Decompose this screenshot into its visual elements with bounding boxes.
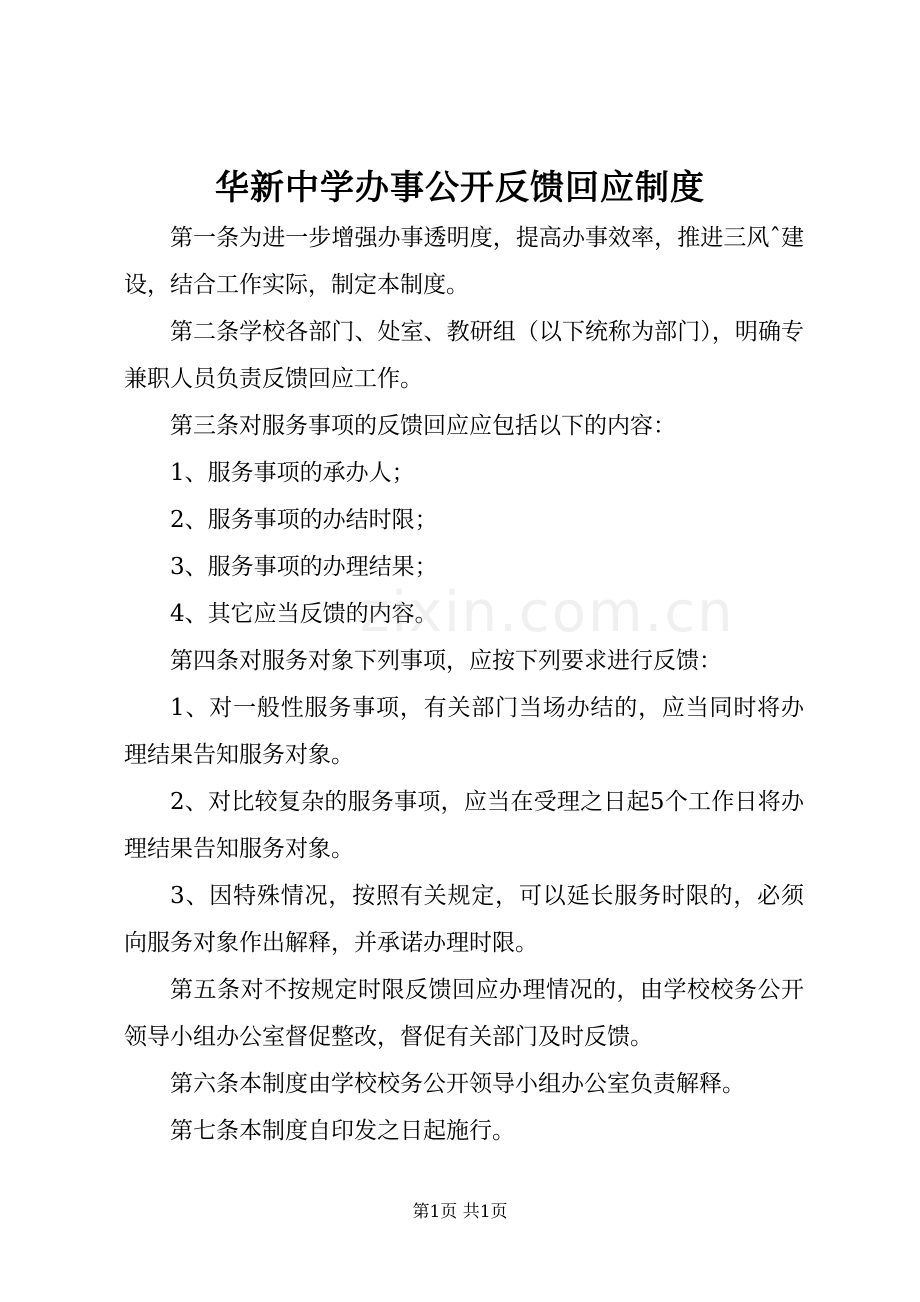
list-item-4-1: 1、对一般性服务事项，有关部门当场办结的，应当同时将办理结果告知服务对象。	[124, 695, 804, 768]
watermark: zixin.com.cn	[360, 580, 735, 645]
paragraph-article-3: 第三条对服务事项的反馈回应应包括以下的内容：	[170, 413, 676, 439]
list-item-3-2: 2、服务事项的办结时限；	[170, 507, 438, 533]
paragraph-article-6: 第六条本制度由学校校务公开领导小组办公室负责解释。	[170, 1071, 745, 1097]
paragraph-article-2: 第二条学校各部门、处室、教研组（以下统称为部门），明确专兼职人员负责反馈回应工作。	[124, 319, 804, 392]
document-body	[124, 215, 804, 1155]
document-title: 华新中学办事公开反馈回应制度	[215, 168, 705, 208]
list-item-3-4: 4、其它应当反馈的内容。	[170, 601, 438, 627]
page-footer: 第1页 共1页	[412, 1202, 508, 1222]
paragraph-article-4: 第四条对服务对象下列事项，应按下列要求进行反馈：	[170, 648, 722, 674]
paragraph-article-5: 第五条对不按规定时限反馈回应办理情况的，由学校校务公开领导小组办公室督促整改，督促有关部门及时反馈。	[124, 977, 804, 1050]
paragraph-article-1: 第一条为进一步增强办事透明度，提高办事效率，推进三风ˆ建设，结合工作实际，制定本制度。	[124, 225, 804, 298]
list-item-4-3: 3、因特殊情况，按照有关规定，可以延长服务时限的，必须向服务对象作出解释，并承诺办理时限。	[124, 883, 804, 956]
list-item-3-1: 1、服务事项的承办人；	[170, 460, 415, 486]
list-item-3-3: 3、服务事项的办理结果；	[170, 554, 438, 580]
paragraph-article-7: 第七条本制度自印发之日起施行。	[170, 1118, 515, 1144]
list-item-4-2: 2、对比较复杂的服务事项，应当在受理之日起5个工作日将办理结果告知服务对象。	[124, 789, 804, 862]
